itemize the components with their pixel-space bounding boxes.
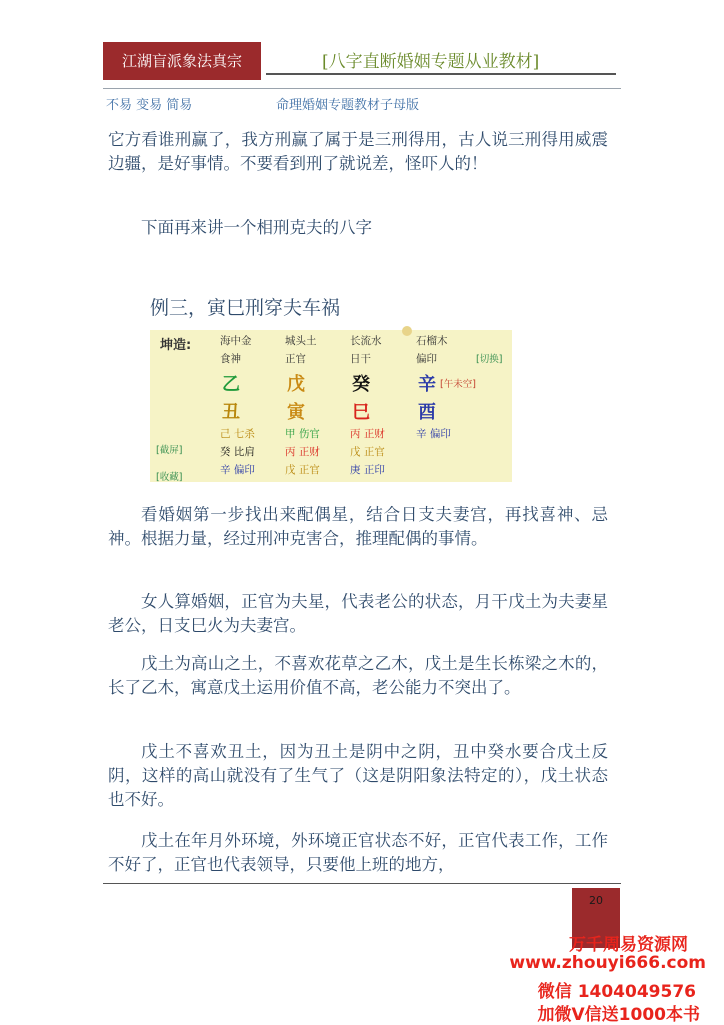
- nayin-day: 长流水: [350, 335, 382, 347]
- paragraph-5: 戊土为高山之土，不喜欢花草之乙木，戊土是生长栋梁之木的， 长了乙木，寓意戊土运用价值不高，老公能力不突出了。: [108, 654, 608, 697]
- hidden-year-2: 癸 比肩: [220, 446, 255, 458]
- hidden-day-1: 丙 正财: [350, 428, 385, 440]
- hidden-month-1: 甲 伤官: [285, 428, 320, 440]
- bazi-chart: [150, 330, 512, 482]
- void-tag: [午未空]: [440, 379, 476, 390]
- footer-rule: [103, 883, 621, 884]
- paragraph-7: 戊土在年月外环境，外环境正官状态不好，正官代表工作，工作不好了，正官也代表领导，只要他上班的地方，: [108, 831, 608, 874]
- hidden-day-2: 戊 正官: [350, 446, 385, 458]
- stem-month: 戊: [287, 374, 305, 395]
- shishen-year: 食神: [220, 353, 241, 365]
- paragraph-4: 女人算婚姻，正官为夫星，代表老公的状态，月干戊土为夫妻星老公，日支巳火为夫妻宫。: [108, 592, 608, 635]
- paragraph-2: 下面再来讲一个相刑克夫的八字: [141, 218, 372, 237]
- watermark-line-2: www.zhouyi666.com: [509, 953, 706, 973]
- branch-year: 丑: [222, 402, 240, 423]
- shishen-hour: 偏印: [416, 353, 437, 365]
- watermark-line-4: 加微V信送1000本书: [537, 1005, 700, 1025]
- hidden-month-2: 丙 正财: [285, 446, 320, 458]
- header-rule: [266, 73, 616, 75]
- switch-button[interactable]: [切换]: [476, 354, 503, 365]
- shishen-day: 日干: [350, 353, 371, 365]
- watermark-line-3: 微信 1404049576: [537, 982, 696, 1002]
- hidden-hour-1: 辛 偏印: [416, 428, 451, 440]
- header-title: [八字直断婚姻专题从业教材]: [322, 52, 540, 72]
- nayin-hour: 石榴木: [416, 335, 448, 347]
- example-heading: 例三，寅巳刑穿夫车祸: [150, 297, 341, 319]
- paragraph-1: 它方看谁刑赢了，我方刑赢了属于是三刑得用，古人说三刑得用威震边疆，是好事情。不要看到刑了就说差，怪吓人的！: [108, 130, 608, 173]
- nayin-year: 海中金: [220, 335, 252, 347]
- chart-dot-decoration: [402, 326, 412, 336]
- chart-label: 坤造:: [160, 338, 192, 353]
- stem-year: 乙: [222, 374, 240, 395]
- paragraph-6: 戊土不喜欢丑土，因为丑土是阴中之阴，丑中癸水要合戊土反阴，这样的高山就没有了生气了（这是阴阳象法特定的），戊土状态也不好。: [108, 742, 608, 809]
- nayin-month: 城头土: [285, 335, 317, 347]
- hidden-year-1: 己 七杀: [220, 428, 255, 440]
- hidden-day-3: 庚 正印: [350, 464, 385, 476]
- branch-hour: 酉: [418, 402, 436, 423]
- header-subtitle-right: 命理婚姻专题教材子母版: [276, 98, 420, 113]
- header-badge: 江湖盲派象法真宗: [103, 42, 261, 80]
- paragraph-3: 看婚姻第一步找出来配偶星，结合日支夫妻宫，再找喜神、忌神。根据力量，经过刑冲克害合，推理配偶的事情。: [108, 505, 608, 548]
- collect-button[interactable]: [收藏]: [156, 472, 183, 483]
- stem-hour: 辛: [418, 374, 436, 395]
- header-rule-secondary: [103, 88, 621, 89]
- screenshot-button[interactable]: [截屏]: [156, 445, 183, 456]
- hidden-year-3: 辛 偏印: [220, 464, 255, 476]
- shishen-month: 正官: [285, 353, 306, 365]
- page-number: 20: [589, 894, 603, 907]
- hidden-month-3: 戊 正官: [285, 464, 320, 476]
- branch-day: 巳: [352, 402, 370, 423]
- watermark-line-1: 万千周易资源网: [569, 935, 688, 955]
- stem-day: 癸: [352, 374, 370, 395]
- header-subtitle-left: 不易 变易 简易: [106, 98, 193, 113]
- branch-month: 寅: [287, 402, 305, 423]
